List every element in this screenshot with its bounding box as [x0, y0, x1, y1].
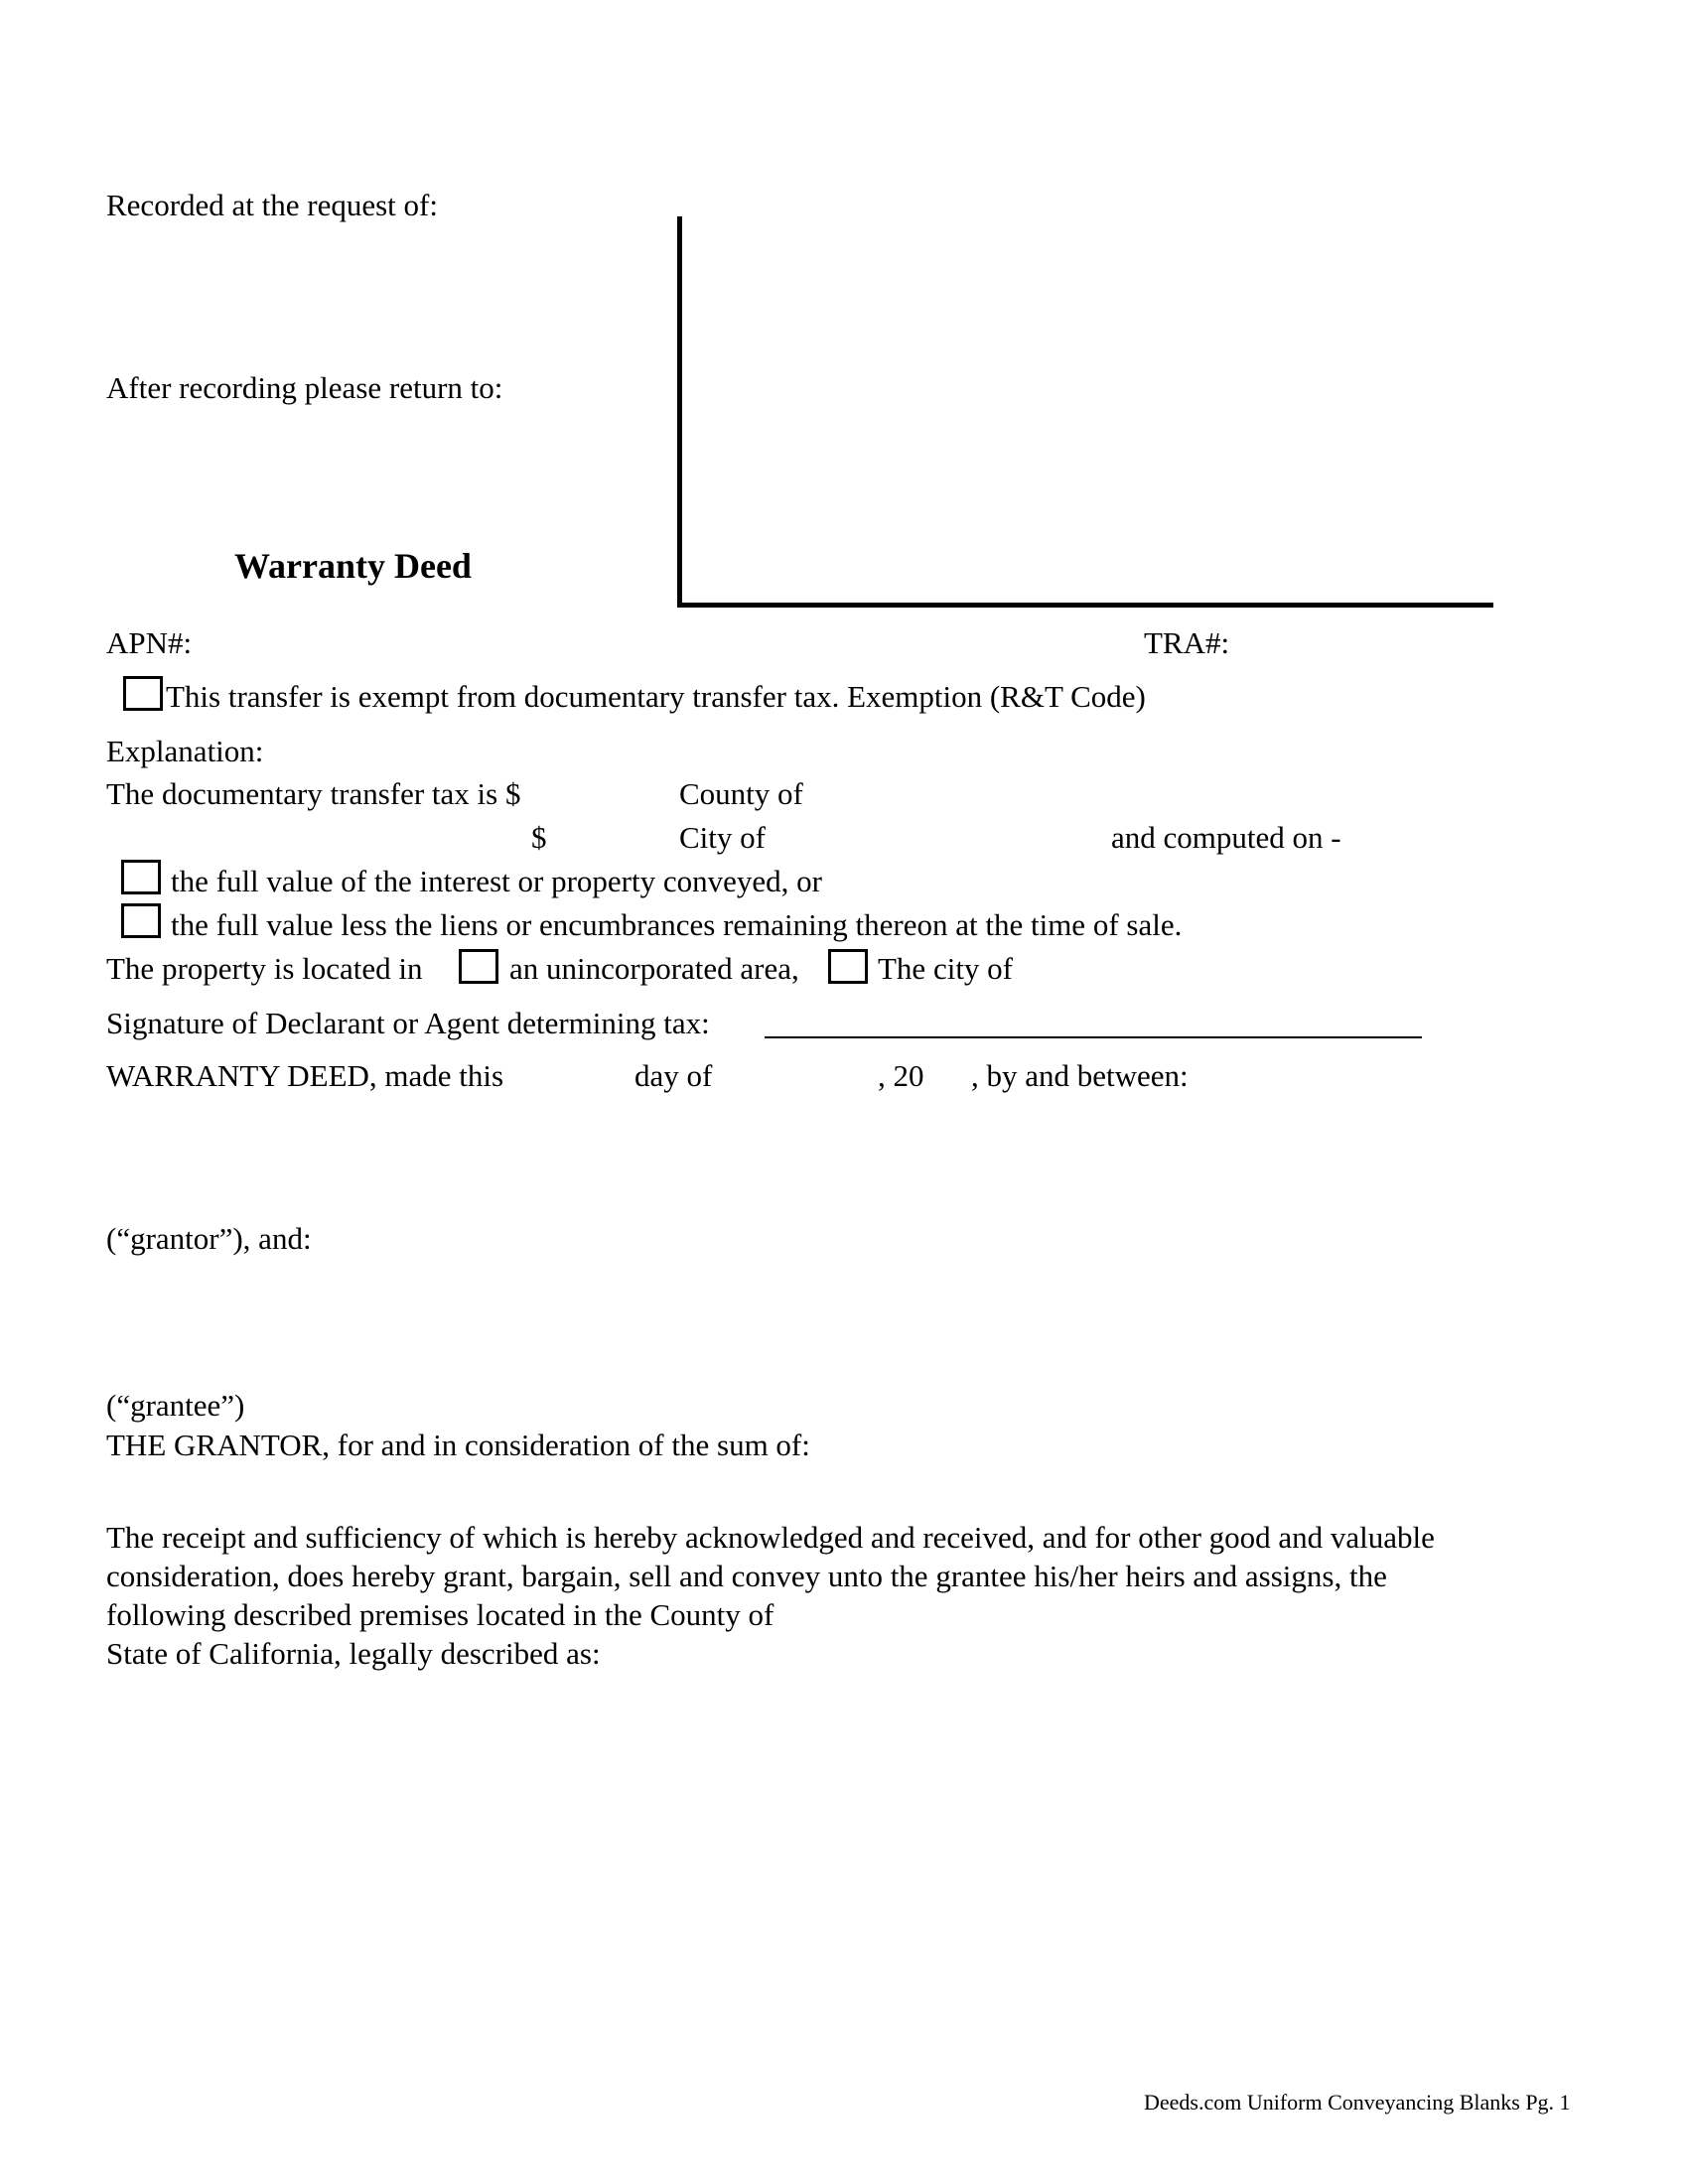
explanation-label: Explanation:	[106, 734, 264, 768]
county-of-label: County of	[679, 776, 803, 811]
tax-is-label: The documentary transfer tax is $	[106, 776, 521, 811]
page-footer: Deeds.com Uniform Conveyancing Blanks Pg. 1	[1144, 2090, 1571, 2115]
recorder-box-left-line	[677, 216, 682, 608]
consideration-text: THE GRANTOR, for and in consideration of the sum of:	[106, 1428, 810, 1462]
unincorporated-text: an unincorporated area,	[509, 951, 799, 986]
signature-line[interactable]	[765, 1036, 1422, 1038]
the-city-of-text: The city of	[878, 951, 1014, 986]
grantor-label: (“grantor”), and:	[106, 1221, 312, 1256]
tra-label: TRA#:	[1144, 625, 1230, 660]
document-title: Warranty Deed	[234, 546, 472, 586]
grant-paragraph-line-3: following described premises located in the County of	[106, 1597, 774, 1632]
full-value-checkbox[interactable]	[121, 860, 161, 894]
by-and-between-label: , by and between:	[971, 1058, 1189, 1093]
recorded-request-label: Recorded at the request of:	[106, 188, 438, 222]
year-prefix-label: , 20	[878, 1058, 924, 1093]
full-value-text: the full value of the interest or property conveyed, or	[171, 864, 822, 898]
recorder-box-bottom-line	[677, 603, 1493, 608]
less-liens-checkbox[interactable]	[121, 903, 161, 938]
located-in-label: The property is located in	[106, 951, 423, 986]
unincorporated-checkbox[interactable]	[459, 949, 498, 984]
grant-paragraph-line-2: consideration, does hereby grant, bargain, sell and convey unto the grantee his/her heirs and assigns, the	[106, 1559, 1387, 1593]
city-of-label: City of	[679, 820, 766, 855]
city-checkbox[interactable]	[828, 949, 868, 984]
less-liens-text: the full value less the liens or encumbrances remaining thereon at the time of sale.	[171, 907, 1183, 942]
grantee-label: (“grantee”)	[106, 1388, 245, 1423]
exempt-checkbox[interactable]	[123, 676, 163, 711]
signature-label: Signature of Declarant or Agent determining tax:	[106, 1006, 710, 1040]
day-of-label: day of	[634, 1058, 713, 1093]
exempt-text: This transfer is exempt from documentary transfer tax. Exemption (R&T Code)	[166, 679, 1146, 714]
grant-paragraph-line-4: State of California, legally described as:	[106, 1636, 601, 1671]
grant-paragraph-line-1: The receipt and sufficiency of which is hereby acknowledged and received, and for other good and valuable	[106, 1520, 1435, 1555]
made-this-label: WARRANTY DEED, made this	[106, 1058, 504, 1093]
return-to-label: After recording please return to:	[106, 370, 503, 405]
dollar-sign: $	[531, 820, 547, 855]
apn-label: APN#:	[106, 625, 193, 660]
computed-on-label: and computed on -	[1111, 820, 1341, 855]
